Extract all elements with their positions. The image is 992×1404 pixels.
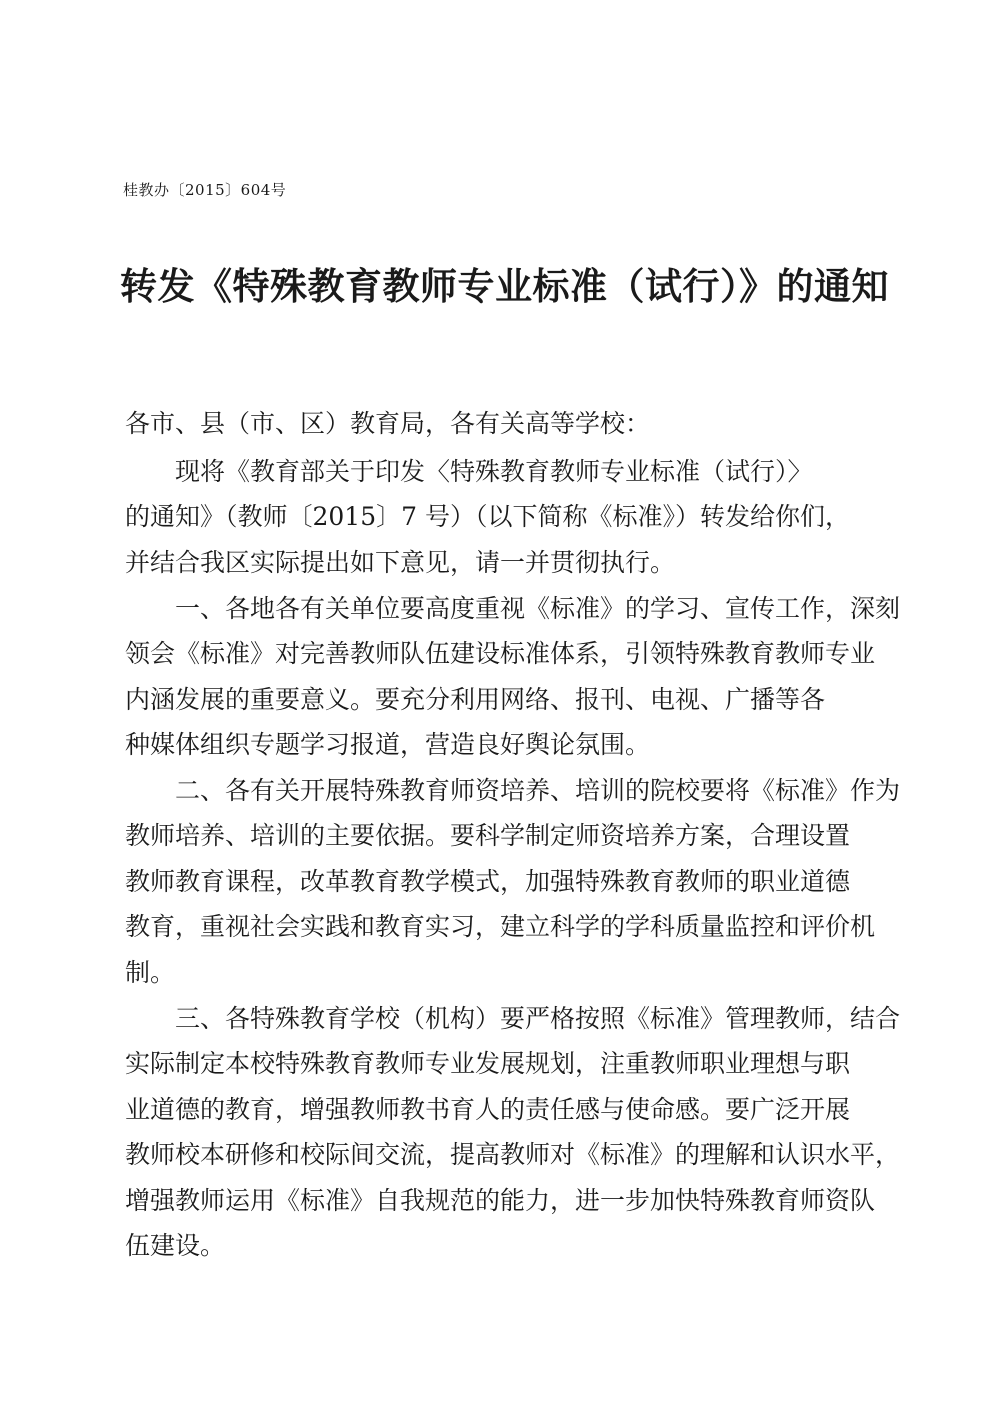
paragraph-line: 教育，重视社会实践和教育实习，建立科学的学科质量监控和评价机 [125,912,876,941]
document-number: 桂教办〔2015〕604号 [123,181,287,199]
paragraph-line: 制。 [125,958,176,987]
salutation-line: 各市、县（市、区）教育局，各有关高等学校： [125,409,651,438]
paragraph-line: 种媒体组织专题学习报道，营造良好舆论氛围。 [125,730,651,759]
paragraph-line: 的通知》（教师〔2015〕7 号）（以下简称《标准》）转发给你们， [125,502,850,531]
paragraph-line: 伍建设。 [125,1231,226,1260]
paragraph-line: 二、各有关开展特殊教育师资培养、培训的院校要将《标准》作为 [125,776,901,805]
paragraph-line: 教师培养、培训的主要依据。要科学制定师资培养方案，合理设置 [125,821,851,850]
paragraph-line: 实际制定本校特殊教育教师专业发展规划，注重教师职业理想与职 [125,1049,851,1078]
paragraph-line: 教师校本研修和校际间交流，提高教师对《标准》的理解和认识水平， [125,1140,901,1169]
document-title: 转发《特殊教育教师专业标准（试行）》的通知 [120,265,889,308]
paragraph-line: 内涵发展的重要意义。要充分利用网络、报刊、电视、广播等各 [125,685,826,714]
paragraph-line: 领会《标准》对完善教师队伍建设标准体系，引领特殊教育教师专业 [125,639,876,668]
paragraph-line: 三、各特殊教育学校（机构）要严格按照《标准》管理教师，结合 [125,1004,901,1033]
paragraph-line: 业道德的教育，增强教师教书育人的责任感与使命感。要广泛开展 [125,1095,851,1124]
paragraph-line: 现将《教育部关于印发〈特殊教育教师专业标准（试行）〉 [125,457,813,486]
paragraph-line: 教师教育课程，改革教育教学模式，加强特殊教育教师的职业道德 [125,867,851,896]
paragraph-line: 并结合我区实际提出如下意见，请一并贯彻执行。 [125,548,676,577]
paragraph-line: 一、各地各有关单位要高度重视《标准》的学习、宣传工作，深刻 [125,594,901,623]
paragraph-line: 增强教师运用《标准》自我规范的能力，进一步加快特殊教育师资队 [125,1186,876,1215]
